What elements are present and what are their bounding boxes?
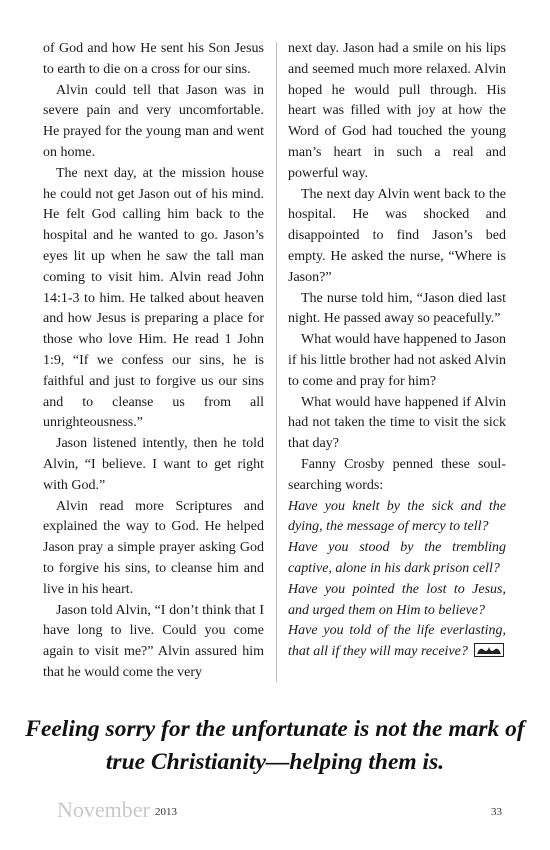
pull-quote: Feeling sorry for the unfortunate is not the mark of true Christianity—helping them is. [25,716,525,775]
story-end-ornament-icon [474,643,504,665]
right-text-column [288,39,506,665]
left-text-column [43,39,264,684]
poem-line-last [288,621,506,665]
paragraph: Jason listened intently, then he told Alvin, “I believe. I want to get right with God.” [43,436,264,493]
paragraph: next day. Jason had a smile on his lips and seemed much more relaxed. Alvin hoped he would pull through. His heart was filled with joy at how the Word of God had touched the young man’s heart in such a real and powerful way. [288,41,506,181]
paragraph: Fanny Crosby penned these soul-searching words: [288,456,506,493]
poem-line: Have you knelt by the sick and the dying, the message of mercy to tell? [288,498,506,535]
footer-year: 2013 [155,806,177,818]
paragraph: The next day Alvin went back to the hospital. He was shocked and disappointed to find Jason’s bed empty. He asked the nurse, “Where is Jason?” [288,186,506,285]
paragraph: Alvin could tell that Jason was in severe pain and very uncomfortable. He prayed for the young man and went on home. [43,82,264,160]
footer-month: November [57,797,150,822]
paragraph: The nurse told him, “Jason died last night. He passed away so peacefully.” [288,290,506,327]
poem-line-text: Have you told of the life everlasting, that all if they will may receive? [288,623,506,660]
page-number: 33 [491,806,502,818]
paragraph: Alvin read more Scriptures and explained the way to God. He helped Jason pray a simple prayer asking God to forgive his sins, to cleanse him and live in his heart. [43,498,264,597]
paragraph: Jason told Alvin, “I don’t think that I have long to live. Could you come again to visit me?” Alvin assured him that he would come the very [43,602,264,680]
paragraph: The next day, at the mission house he could not get Jason out of his mind. He felt God calling him back to the hospital and he wanted to go. Jason’s eyes lit up when he saw the tall man coming to visit him. Alvin read John 14:1-3 to him. He talked about heaven and how Jesus is preparing a place for those who love Him. He read 1 John 1:9, “If we confess our sins, he is faithful and just to forgive us our sins and to cleanse us from all unrighteousness.” [43,165,264,431]
paragraph: What would have happened to Jason if his little brother had not asked Alvin to come and pray for him? [288,332,506,389]
column-divider [276,42,277,682]
poem-line: Have you stood by the trembling captive, alone in his dark prison cell? [288,540,506,576]
paragraph: of God and how He sent his Son Jesus to earth to die on a cross for our sins. [43,41,264,77]
poem-line: Have you pointed the lost to Jesus, and urged them on Him to believe? [288,581,506,618]
paragraph: What would have happened if Alvin had not taken the time to visit the sick that day? [288,394,506,452]
